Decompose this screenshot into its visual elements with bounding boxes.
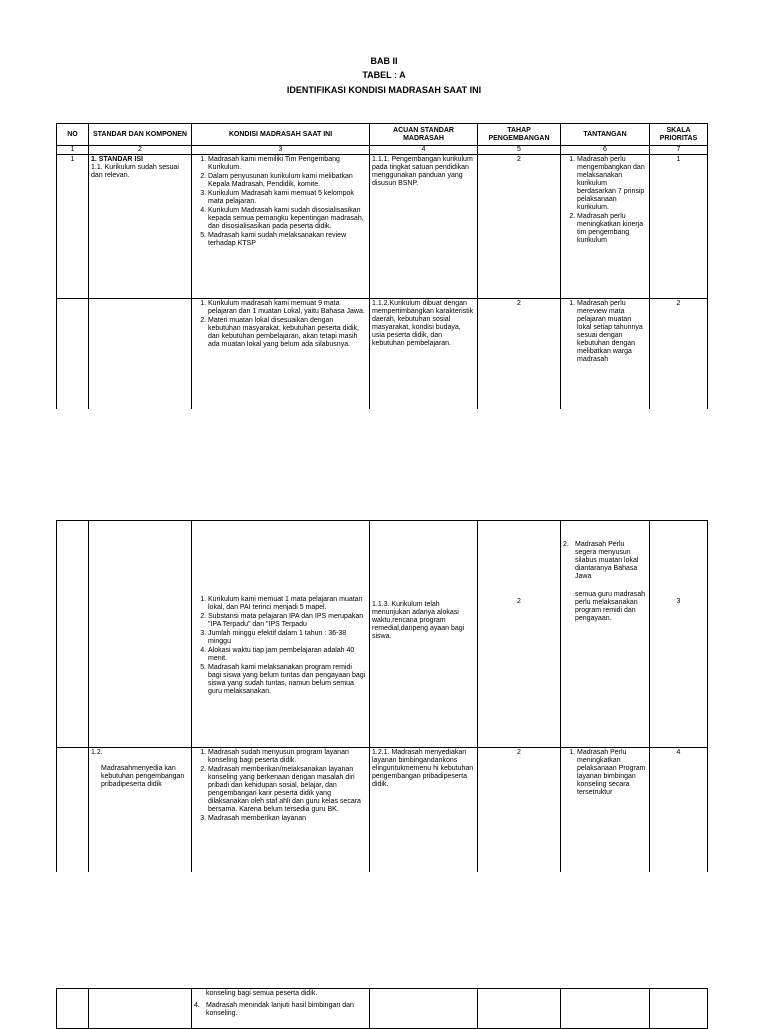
row-no: 1 bbox=[57, 155, 89, 299]
table-heading: TABEL : A bbox=[362, 70, 406, 80]
list-item: 2. Madrasah memberikan/melaksanakan layanan konseling yang berkenaan dengan masalah diri pribadi dan kehidupan sosial, belajar, dan pengembangan karir peserta didik yang dilaksanakan oleh staf ahli dan guru kelas secara bersama. Karena belum tersedia guru BK. bbox=[208, 766, 367, 814]
document-title: IDENTIFIKASI KONDISI MADRASAH SAAT INI bbox=[286, 85, 482, 95]
kondisi-cell bbox=[192, 155, 370, 299]
col-number: 2 bbox=[89, 146, 192, 155]
list-continuation: konseling bagi semua peserta didik. bbox=[206, 990, 318, 997]
skala-value: 3 bbox=[676, 598, 681, 605]
list-number: 4. bbox=[194, 1002, 200, 1009]
skala-cell bbox=[650, 521, 708, 748]
table-row bbox=[57, 299, 708, 409]
table-row bbox=[57, 748, 708, 872]
col-header-tantangan: TANTANGAN bbox=[561, 124, 650, 146]
list-item: 3. Kurikulum Madrasah kami memuat 5 kelompok mata pelajaran. bbox=[208, 190, 367, 206]
standar-cell bbox=[89, 748, 192, 872]
skala-cell: 2 bbox=[650, 299, 708, 409]
standar-cell bbox=[89, 989, 192, 1029]
table-row bbox=[57, 989, 708, 1029]
col-number: 6 bbox=[561, 146, 650, 155]
tahap-cell: 2 bbox=[478, 155, 561, 299]
col-number: 3 bbox=[192, 146, 370, 155]
col-header-tahap: TAHAP PENGEMBANGAN bbox=[478, 124, 561, 146]
skala-cell bbox=[650, 989, 708, 1029]
col-number: 5 bbox=[478, 146, 561, 155]
list-item: 1. Madrasah sudah menyusun program layanan konseling bagi peserta didik. bbox=[208, 749, 367, 765]
list-item: 1. Madrasah perlu mengembangkan dan melaksanakan kurikulum berdasarkan 7 prinsip pelaksanaan kurikulum. bbox=[577, 156, 647, 212]
list-item: 1. Madrasah perlu mereview mata pelajaran muatan lokal setiap tahunnya sesuai dengan kebutuhan dengan melibatkan warga madrasah bbox=[577, 300, 647, 364]
col-number: 4 bbox=[370, 146, 478, 155]
list-item: 2. Madrasah perlu meningkatkan kinerja tim pengembang kurikulum bbox=[577, 213, 647, 245]
list-item: 3. Madrasah memberikan layanan bbox=[208, 815, 367, 823]
standar-title: 1. STANDAR ISI bbox=[91, 156, 143, 163]
tantangan-cell bbox=[561, 299, 650, 409]
list-text: Madrasah Perlu segera menyusun silabus muatan lokal diantaranya Bahasa Jawa bbox=[575, 541, 639, 580]
row-no bbox=[57, 748, 89, 872]
identification-table-part3 bbox=[56, 988, 708, 1029]
list-item: 2. Dalam penyusunan kurikulum kami melibatkan Kepala Madrasah, Pendidik, komite. bbox=[208, 173, 367, 189]
acuan-cell bbox=[370, 989, 478, 1029]
list-item: 1. Madrasah kami memiliki Tim Pengembang Kurikulum. bbox=[208, 156, 367, 172]
col-header-no: NO bbox=[57, 124, 89, 146]
row-no bbox=[57, 299, 89, 409]
acuan-cell: 1.1.1. Pengembangan kurikulum pada tingkat satuan pendidikan menggunakan panduan yang disusun BSNP. bbox=[370, 155, 478, 299]
col-header-acuan: ACUAN STANDAR MADRASAH bbox=[370, 124, 478, 146]
row-no bbox=[57, 989, 89, 1029]
list-item: 5. Madrasah kami sudah melaksanakan review terhadap KTSP bbox=[208, 232, 367, 248]
list-item bbox=[194, 1002, 367, 1018]
list-item: 2. Substansi mata pelajaran IPA dan IPS merupakan "IPA Terpadu" dan "IPS Terpadu bbox=[208, 613, 367, 629]
kondisi-cell bbox=[192, 299, 370, 409]
col-header-kondisi: KONDISI MADRASAH SAAT INI bbox=[192, 124, 370, 146]
col-header-standar: STANDAR DAN KOMPONEN bbox=[89, 124, 192, 146]
col-number: 1 bbox=[57, 146, 89, 155]
standar-num: 1.2. bbox=[91, 749, 103, 756]
standar-cell bbox=[89, 521, 192, 748]
skala-cell: 1 bbox=[650, 155, 708, 299]
acuan-text: 1.1.3. Kurikulum telah menunjukan adanya alokasi waktu,rencana program remedial,danpeng ayaan bagi siswa. bbox=[372, 601, 465, 640]
chapter-heading: BAB II bbox=[370, 56, 398, 66]
acuan-cell bbox=[370, 521, 478, 748]
tantangan-cell bbox=[561, 748, 650, 872]
col-header-skala: SKALA PRIORITAS bbox=[650, 124, 708, 146]
kondisi-cell bbox=[192, 989, 370, 1029]
table-row bbox=[57, 155, 708, 299]
list-item: 1. Madrasah Perlu meningkatkan pelaksanaan Program layanan bimbingan konseling secara tersetruktur bbox=[577, 749, 647, 797]
list-item: 1. Kurikulum kami memuat 1 mata pelajaran muatan lokal, dan PAI terinci menjadi 5 mapel. bbox=[208, 596, 367, 612]
tantangan-cell bbox=[561, 521, 650, 748]
tahap-value: 2 bbox=[517, 598, 521, 605]
kondisi-cell bbox=[192, 521, 370, 748]
list-item: 2. Materi muatan lokal disesuaikan dengan kebutuhan masyarakat, kebutuhan peserta didik, dan kebutuhan pembelajaran, akan tetapi masih ada muatan lokal yang belum ada silabusnya. bbox=[208, 317, 367, 349]
table-row bbox=[57, 521, 708, 748]
acuan-cell: 1.2.1. Madrasah menyediakan layanan bimbingandankons elinguntukmemenu hi kebutuhan pengembangan pribadipeserta didik. bbox=[370, 748, 478, 872]
tantangan-text: semua guru madrasah perlu melaksanakan program remidi dan pengayaan. bbox=[575, 591, 646, 622]
standar-cell bbox=[89, 155, 192, 299]
tantangan-item bbox=[563, 541, 647, 581]
standar-cell bbox=[89, 299, 192, 409]
standar-text: Madrasahmenyedia kan kebutuhan pengembangan pribadipeserta didik bbox=[101, 765, 185, 788]
list-item: 5. Madrasah kami melaksanakan program remidi bagi siswa yang belum tuntas dan pengayaan bagi siswa yang sudah tuntas, namun belum semua guru melaksanakan. bbox=[208, 664, 367, 696]
tantangan-cell bbox=[561, 155, 650, 299]
kondisi-cell bbox=[192, 748, 370, 872]
col-number: 7 bbox=[650, 146, 708, 155]
tahap-cell bbox=[478, 989, 561, 1029]
list-item: 4. Kurikulum Madrasah kami sudah disosialisasikan kepada semua pemangku kepentingan madrasah, dan disosialisasikan pada peserta didik. bbox=[208, 207, 367, 231]
list-item: 4. Alokasi waktu tiap jam pembelajaran adalah 40 menit. bbox=[208, 647, 367, 663]
tahap-cell: 2 bbox=[478, 748, 561, 872]
list-text: Madrasah menindak lanjuti hasil bimbingan dan konseling. bbox=[206, 1002, 354, 1017]
acuan-cell: 1.1.2.Kurikulum dibuat dengan mempertimbangkan karakteristik daerah, kebutuhan sosial masyarakat, kondisi budaya, usia peserta didik, dan kebutuhan pembelajaran. bbox=[370, 299, 478, 409]
list-item: 1. Kurikulum madrasah kami memuat 9 mata pelajaran dan 1 muatan Lokal, yaitu Bahasa Jawa. bbox=[208, 300, 367, 316]
identification-table-part1 bbox=[56, 123, 708, 409]
standar-sub: 1.1. Kurikulum sudah sesuai dan relevan. bbox=[91, 164, 179, 179]
tantangan-cell bbox=[561, 989, 650, 1029]
identification-table-part2 bbox=[56, 520, 708, 872]
list-number: 2. bbox=[563, 541, 569, 548]
tahap-cell bbox=[478, 521, 561, 748]
skala-cell: 4 bbox=[650, 748, 708, 872]
tahap-cell: 2 bbox=[478, 299, 561, 409]
row-no bbox=[57, 521, 89, 748]
list-item: 3. Jumlah minggu efektif dalam 1 tahun : 36-38 minggu bbox=[208, 630, 367, 646]
